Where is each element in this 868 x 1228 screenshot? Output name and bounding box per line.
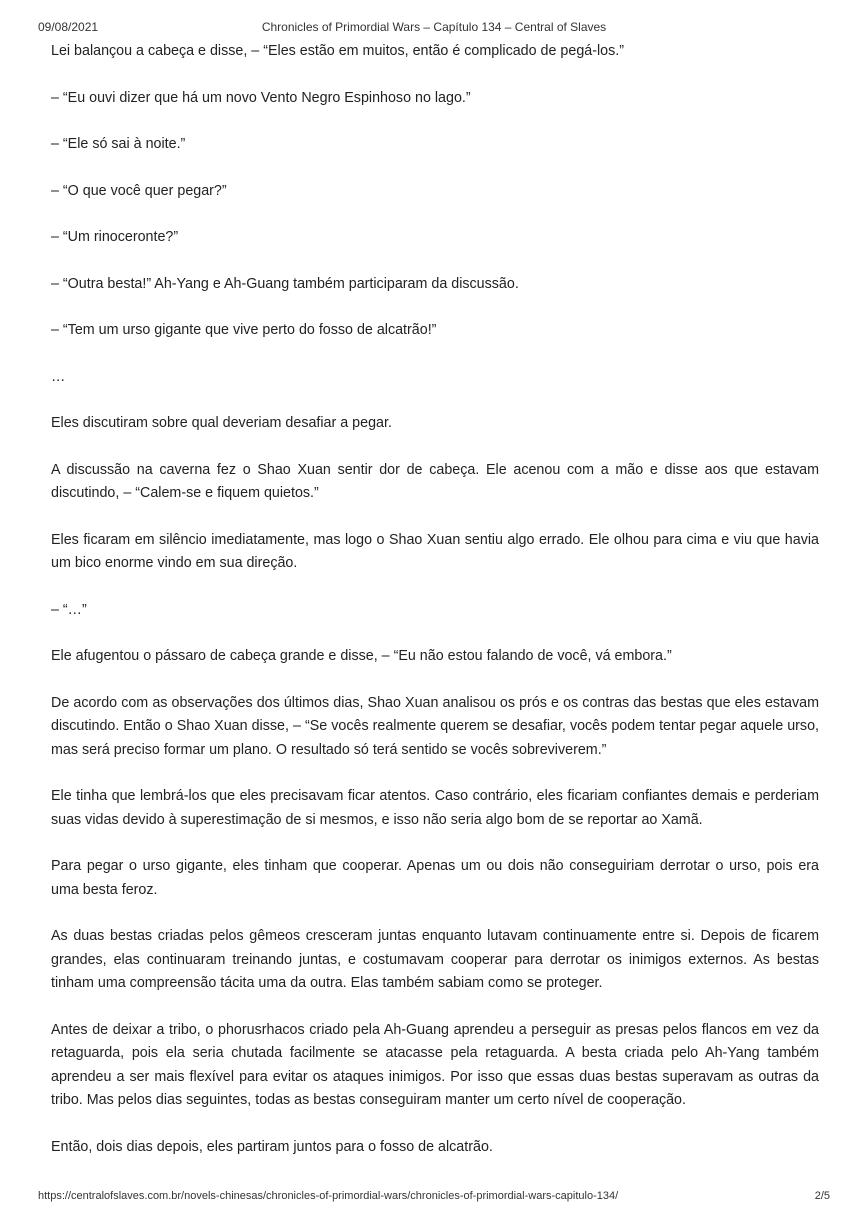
paragraph: – “Eu ouvi dizer que há um novo Vento Negro Espinhoso no lago.” xyxy=(51,89,471,106)
chapter-content xyxy=(51,40,819,1182)
paragraph: Lei balançou a cabeça e disse, – “Eles estão em muitos, então é complicado de pegá-los.” xyxy=(51,43,625,59)
paragraph: Ele tinha que lembrá-los que eles precisavam ficar atentos. Caso contrário, eles ficariam confiantes demais e perderiam suas vidas devido à superestimação de si mesmos, e isso não seria algo bom de se reportar ao Xamã. xyxy=(51,788,819,828)
paragraph: – “Ele só sai à noite.” xyxy=(51,136,186,152)
paragraph: As duas bestas criadas pelos gêmeos cresceram juntas enquanto lutavam continuamente entre si. Depois de ficarem grandes, elas continuaram treinando juntas, e costumavam cooperar para derrotar os inimigos externos. As bestas tinham uma compreensão tácita uma da outra. Elas também sabiam como se proteger. xyxy=(51,928,819,991)
paragraph: Para pegar o urso gigante, eles tinham que cooperar. Apenas um ou dois não conseguiriam derrotar o urso, pois era uma besta feroz. xyxy=(51,858,819,898)
paragraph: – “Um rinoceronte?” xyxy=(51,229,179,245)
page-url: https://centralofslaves.com.br/novels-chinesas/chronicles-of-primordial-wars/chronicles-of-primordial-wars-capitulo-134/ xyxy=(38,1190,619,1202)
paragraph: – “…” xyxy=(51,601,87,618)
paragraph: Então, dois dias depois, eles partiram juntos para o fosso de alcatrão. xyxy=(51,1138,493,1155)
paragraph: Ele afugentou o pássaro de cabeça grande e disse, – “Eu não estou falando de você, vá embora.” xyxy=(51,648,672,664)
paragraph: A discussão na caverna fez o Shao Xuan sentir dor de cabeça. Ele acenou com a mão e disse aos que estavam discutindo, – “Calem-se e fiquem quietos.” xyxy=(51,461,819,501)
print-footer xyxy=(38,1190,830,1206)
paragraph: Antes de deixar a tribo, o phorusrhacos criado pela Ah-Guang aprendeu a perseguir as presas pelos flancos em vez da retaguarda, pois ela seria chutada facilmente se atacasse pela retaguarda. A besta criada pelo Ah-Yang também aprendeu a ser mais flexível para evitar os ataques inimigos. Por isso que essas duas bestas superavam as outras da tribo. Mas pelos dias seguintes, todas as bestas conseguiram manter um certo nível de cooperação. xyxy=(51,1021,819,1108)
paragraph: Eles discutiram sobre qual deveriam desafiar a pegar. xyxy=(51,415,392,431)
document-title: Chronicles of Primordial Wars – Capítulo 134 – Central of Slaves xyxy=(261,20,607,34)
paragraph: De acordo com as observações dos últimos dias, Shao Xuan analisou os prós e os contras das bestas que eles estavam discutindo. Então o Shao Xuan disse, – “Se vocês realmente querem se desafiar, vocês podem tentar pegar aquele urso, mas será preciso formar um plano. O resultado só terá sentido se vocês sobreviverem.” xyxy=(51,694,819,758)
print-header xyxy=(38,20,830,36)
page-number: 2/5 xyxy=(814,1190,830,1202)
paragraph: – “O que você quer pegar?” xyxy=(51,182,227,199)
paragraph: … xyxy=(51,368,66,385)
paragraph: – “Outra besta!” Ah-Yang e Ah-Guang também participaram da discussão. xyxy=(51,275,519,292)
paragraph: – “Tem um urso gigante que vive perto do fosso de alcatrão!” xyxy=(51,322,437,338)
print-date: 09/08/2021 xyxy=(38,20,99,34)
paragraph: Eles ficaram em silêncio imediatamente, mas logo o Shao Xuan sentiu algo errado. Ele olhou para cima e viu que havia um bico enorme vindo em sua direção. xyxy=(51,531,819,571)
